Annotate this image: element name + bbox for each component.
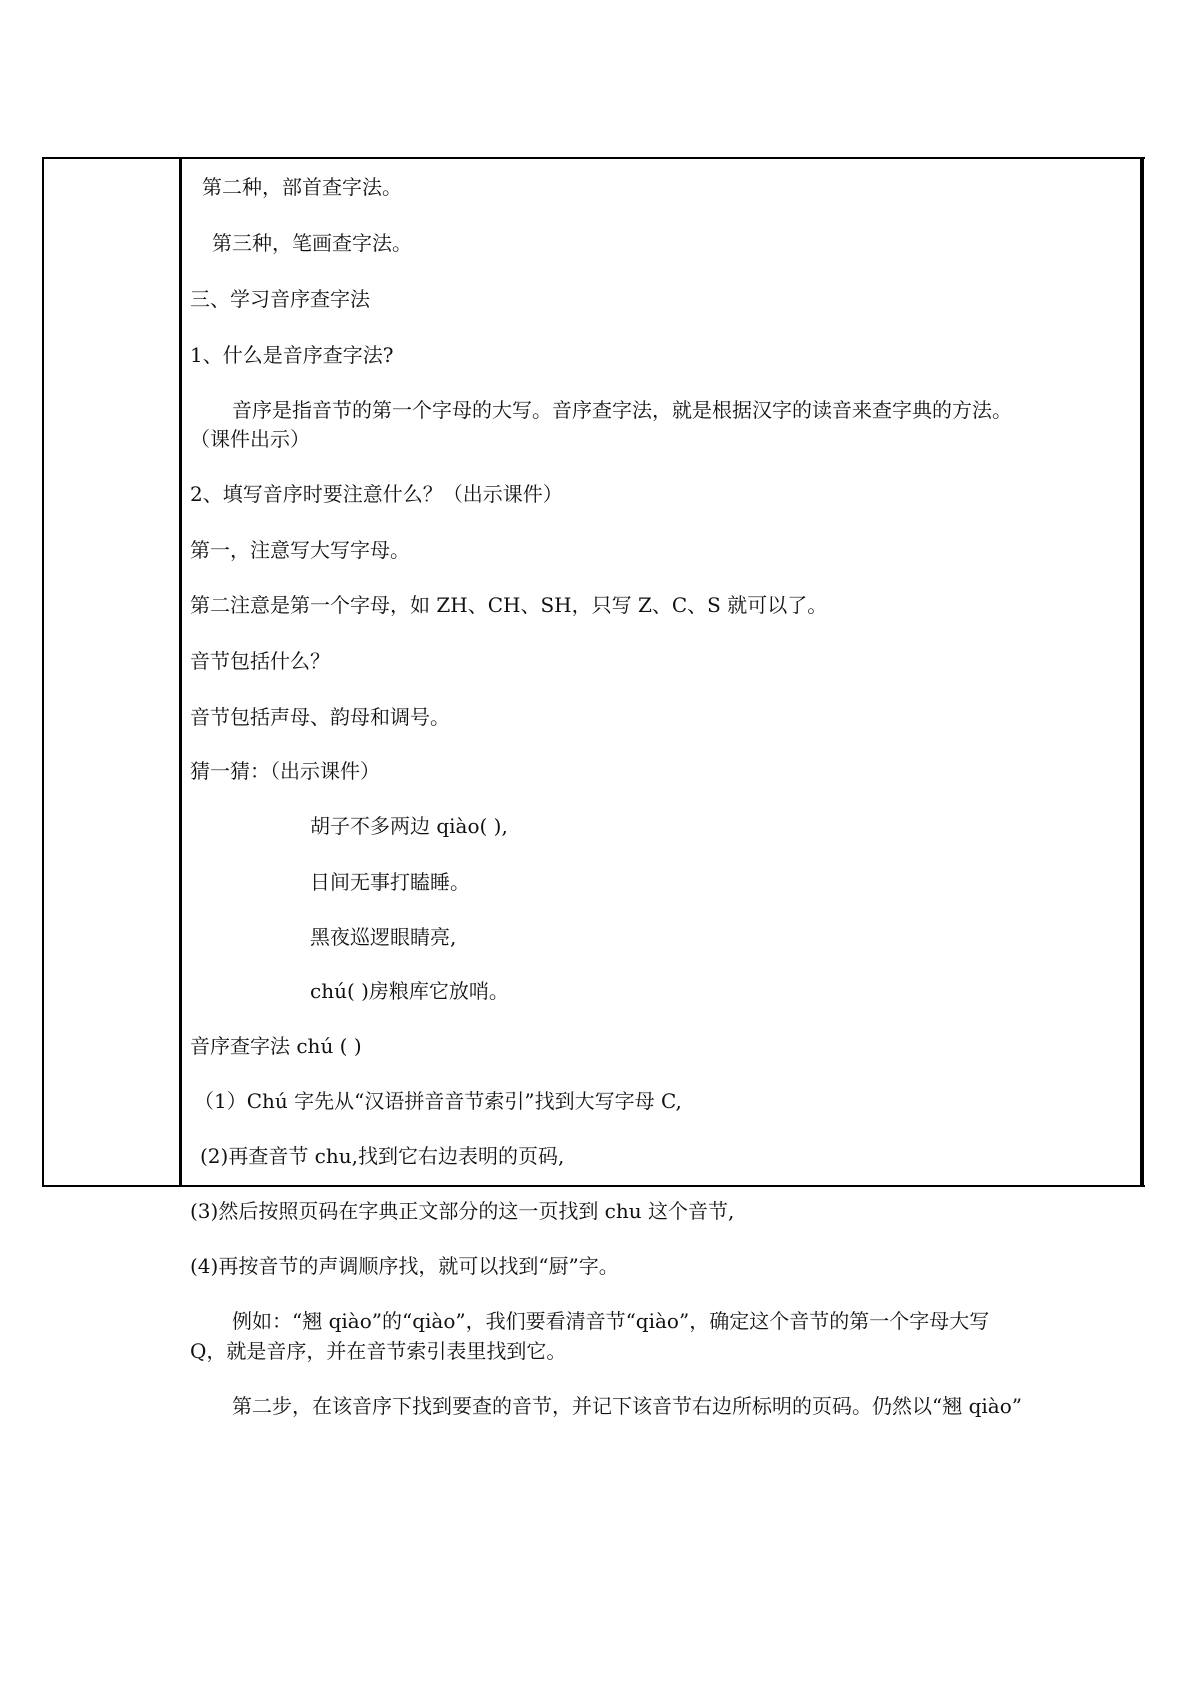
riddle-line-1: 胡子不多两边 qiào( ),: [310, 814, 508, 838]
table-top-border: [42, 157, 1145, 159]
text-line-9: 第二注意是第一个字母，如 ZH、CH、SH，只写 Z、C、S 就可以了。: [190, 593, 828, 617]
text-line-5: 音序是指音节的第一个字母的大写。音序查字法，就是根据汉字的读音来查字典的方法。: [232, 398, 1012, 422]
text-line-2: 第三种，笔画查字法。: [212, 231, 412, 255]
column-divider: [179, 157, 182, 1187]
text-line-6: （课件出示）: [190, 427, 310, 451]
text-line-12: 猜一猜：（出示课件）: [190, 759, 380, 783]
question-2: 2、填写音序时要注意什么？（出示课件）: [190, 482, 563, 506]
table-right-border: [1140, 157, 1144, 1187]
question-1: 1、什么是音序查字法?: [190, 343, 394, 367]
riddle-line-4: chú( )房粮库它放哨。: [310, 979, 509, 1003]
text-line-24: 第二步，在该音序下找到要查的音节，并记下该音节右边所标明的页码。仍然以“翘 qiào”: [232, 1394, 1022, 1418]
riddle-line-2: 日间无事打瞌睡。: [310, 870, 470, 894]
section-heading: 三、学习音序查字法: [190, 287, 370, 311]
text-line-17: 音序查字法 chú ( ): [190, 1034, 362, 1058]
text-line-1: 第二种，部首查字法。: [202, 175, 402, 199]
text-line-10: 音节包括什么？: [190, 649, 330, 673]
step-4: (4)再按音节的声调顺序找，就可以找到“厨”字。: [190, 1254, 619, 1278]
text-line-11: 音节包括声母、韵母和调号。: [190, 705, 450, 729]
example-line-1: 例如：“翘 qiào”的“qiào”，我们要看清音节“qiào”，确定这个音节的第一个字母大写: [232, 1309, 990, 1333]
example-line-2: Q，就是音序，并在音节索引表里找到它。: [190, 1339, 567, 1363]
table-left-border: [42, 157, 44, 1187]
text-line-8: 第一，注意写大写字母。: [190, 538, 410, 562]
step-3: (3)然后按照页码在字典正文部分的这一页找到 chu 这个音节,: [190, 1199, 735, 1223]
table-bottom-border: [42, 1185, 1145, 1187]
step-1: （1）Chú 字先从“汉语拼音音节索引”找到大写字母 C,: [194, 1089, 682, 1113]
step-2: (2)再查音节 chu,找到它右边表明的页码,: [200, 1144, 565, 1168]
riddle-line-3: 黑夜巡逻眼睛亮,: [310, 925, 457, 949]
